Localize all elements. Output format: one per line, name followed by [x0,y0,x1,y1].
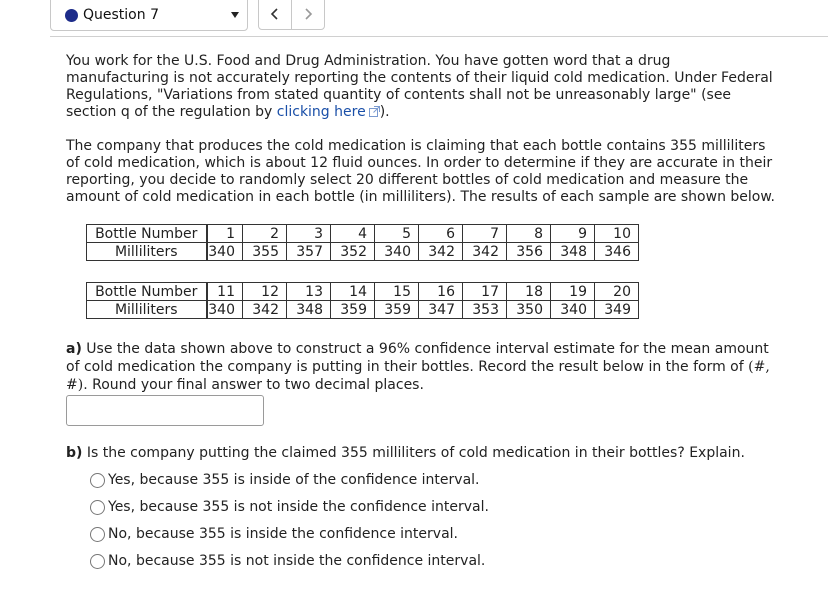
table-cell: 5 [375,225,419,243]
confidence-interval-input[interactable] [66,395,264,426]
table-cell: 3 [287,225,331,243]
data-table-1 [86,224,639,261]
question-nav [258,0,325,30]
question-select[interactable] [50,0,248,31]
table-cell: 14 [331,283,375,301]
chevron-left-icon [270,8,280,20]
table-cell: 340 [207,301,243,319]
answer-form: (#, #) [66,359,770,393]
table-row [87,243,639,261]
table-cell: 350 [507,301,551,319]
table-cell: 2 [243,225,287,243]
table-cell: 1 [207,225,243,243]
previous-question-button[interactable] [259,0,292,29]
option-label[interactable]: Yes, because 355 is not inside the confidence interval. [108,499,489,515]
regulation-link[interactable] [277,104,380,120]
row-header: Milliliters [87,243,207,261]
table-row [87,225,639,243]
radio-button[interactable] [90,473,105,488]
part-b-text: Is the company putting the claimed 355 milliliters of cold medication in their bottles? Explain. [82,445,745,461]
part-b-prompt [66,445,776,462]
part-a-label: a) [66,341,82,357]
table-row [87,301,639,319]
row-header: Bottle Number [87,283,207,301]
table-cell: 7 [463,225,507,243]
table-cell: 17 [463,283,507,301]
table-cell: 357 [287,243,331,261]
table-cell: 9 [551,225,595,243]
table-cell: 342 [463,243,507,261]
data-table-2 [86,282,639,319]
part-a-text-end: . Round your final answer to two decimal places. [83,377,424,393]
table-cell: 4 [331,225,375,243]
table-cell: 342 [243,301,287,319]
question-status-dot-icon [65,9,78,22]
part-b-label: b) [66,445,83,461]
row-header: Milliliters [87,301,207,319]
regulation-link-text[interactable]: clicking here [276,104,366,120]
option-label[interactable]: No, because 355 is inside the confidence interval. [108,526,458,542]
question-select-label: Question 7 [83,7,159,23]
method-paragraph: The company that produces the cold medication is claiming that each bottle contains 355 milliliters of cold medication, which is about 12 fluid ounces. In order to determine if they are accurate in their reporting, you decide to randomly select 20 different bottles of cold medication and measure the amount of cold medication in each bottle (in milliliters). The results of each sample are shown below. [66,138,775,205]
intro-text-end: ). [379,104,390,120]
radio-button[interactable] [90,527,105,542]
table-cell: 340 [375,243,419,261]
option-label[interactable]: No, because 355 is not inside the confidence interval. [108,553,486,569]
table-cell: 359 [331,301,375,319]
intro-paragraph [66,53,776,121]
table-cell: 355 [243,243,287,261]
table-cell: 20 [595,283,639,301]
table-cell: 348 [551,243,595,261]
table-cell: 19 [551,283,595,301]
table-cell: 353 [463,301,507,319]
table-cell: 348 [287,301,331,319]
table-cell: 18 [507,283,551,301]
table-cell: 342 [419,243,463,261]
table-cell: 11 [207,283,243,301]
external-link-icon[interactable] [369,106,380,117]
table-cell: 359 [375,301,419,319]
table-cell: 16 [419,283,463,301]
part-a-text: Use the data shown above to construct a 96% confidence interval estimate for the mean amount of cold medication the company is putting in their bottles. Record the result below in the form of [66,341,769,375]
table-cell: 347 [419,301,463,319]
chevron-right-icon [303,8,313,20]
table-cell: 346 [595,243,639,261]
table-cell: 6 [419,225,463,243]
table-cell: 10 [595,225,639,243]
question-toolbar [0,0,828,37]
table-cell: 15 [375,283,419,301]
table-cell: 349 [595,301,639,319]
part-a-prompt [66,340,776,394]
table-row [87,283,639,301]
table-cell: 13 [287,283,331,301]
table-cell: 12 [243,283,287,301]
toolbar-divider [50,36,828,37]
option-label[interactable]: Yes, because 355 is inside of the confidence interval. [108,472,480,488]
table-cell: 352 [331,243,375,261]
table-cell: 356 [507,243,551,261]
next-question-button[interactable] [292,0,324,29]
radio-button[interactable] [90,500,105,515]
table-cell: 340 [207,243,243,261]
row-header: Bottle Number [87,225,207,243]
table-cell: 8 [507,225,551,243]
intro-text: You work for the U.S. Food and Drug Administration. You have gotten word that a drug manufacturing is not accurately reporting the contents of their liquid cold medication. Under Federal Regulations, "Variations from stated quantity of contents shall not be unreasonably large" (see section q of the regulation by [66,53,773,120]
radio-button[interactable] [90,554,105,569]
table-cell: 340 [551,301,595,319]
chevron-down-icon [231,12,239,18]
